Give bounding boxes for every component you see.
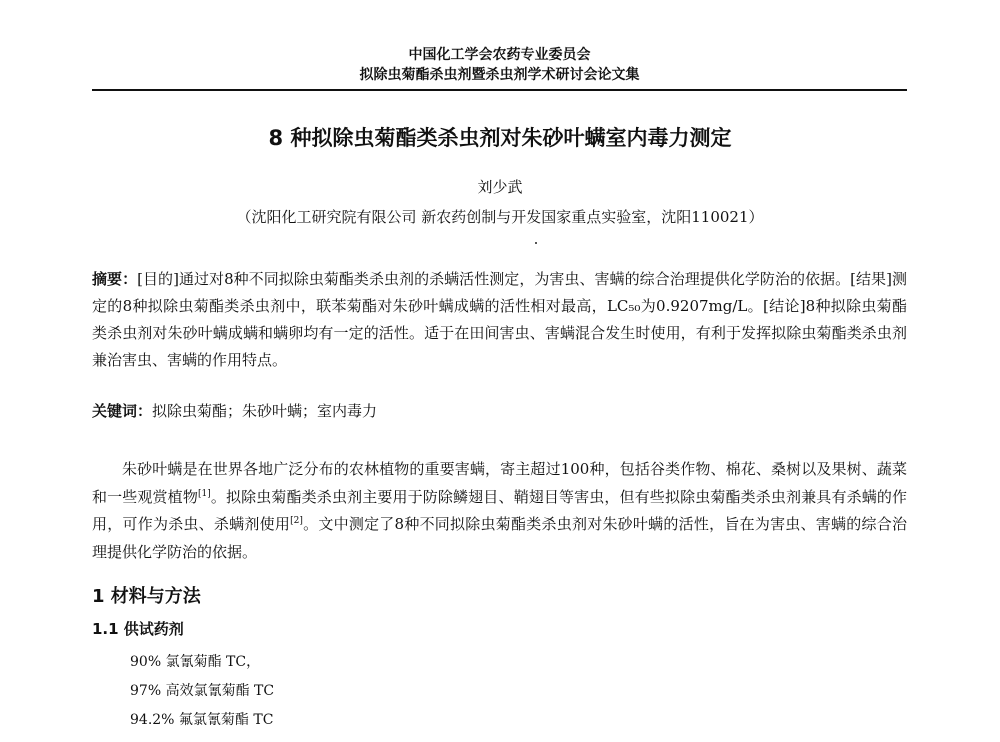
agent-item: 94.2% 氟氯氰菊酯 TC <box>130 712 274 728</box>
abstract <box>92 266 907 374</box>
stray-dot <box>535 242 537 244</box>
keywords <box>92 398 907 425</box>
journal-header-line2: 拟除虫菊酯杀虫剂暨杀虫剂学术研讨会论文集 <box>359 67 640 83</box>
author-name: 刘少武 <box>477 178 523 196</box>
citation-2: [2] <box>290 516 303 526</box>
keywords-label: 关键词： <box>92 402 153 420</box>
citation-1: [1] <box>197 488 211 499</box>
intro-paragraph <box>92 456 907 566</box>
journal-header <box>92 45 907 91</box>
paper-title: 8 种拟除虫菊酯类杀虫剂对朱砂叶螨室内毒力测定 <box>268 126 732 150</box>
subsection-heading-1-1: 1.1 供试药剂 <box>92 620 184 638</box>
header-rule <box>92 89 907 91</box>
abstract-label: 摘要： <box>92 270 138 288</box>
intro-text-3: 。文中测定了8种不同拟除虫菊酯类杀虫剂对朱砂叶螨的活性，旨在为害虫、害螨的综合治理提供化学防治的依据。 <box>92 515 907 561</box>
abstract-text: [目的]通过对8种不同拟除虫菊酯类杀虫剂的杀螨活性测定，为害虫、害螨的综合治理提供化学防治的依据。[结果]测定的8种拟除虫菊酯类杀虫剂中，联苯菊酯对朱砂叶螨成螨的活性相对最高，LC₅₀为0.9207mg/L。[结论]8种拟除虫菊酯类杀虫剂对朱砂叶螨成螨和螨卵均有一定的活性。适于在田间害虫、害螨混合发生时使用，有利于发挥拟除虫菊酯类杀虫剂兼治害虫、害螨的作用特点。 <box>92 270 907 369</box>
section-heading-1: 1 材料与方法 <box>92 586 201 607</box>
author-affiliation: （沈阳化工研究院有限公司 新农药创制与开发国家重点实验室，沈阳110021） <box>236 208 764 226</box>
agent-item: 97% 高效氯氰菊酯 TC <box>130 683 275 699</box>
keywords-text: 拟除虫菊酯；朱砂叶螨；室内毒力 <box>152 402 378 420</box>
intro-text-1: 朱砂叶螨是在世界各地广泛分布的农林植物的重要害螨，寄主超过100种，包括谷类作物、棉花、桑树以及果树、蔬菜和一些观赏植物 <box>92 460 907 506</box>
intro-text-2: 。拟除虫菊酯类杀虫剂主要用于防除鳞翅目、鞘翅目等害虫，但有些拟除虫菊酯类杀虫剂兼具有杀螨的作用，可作为杀虫、杀螨剂使用 <box>92 487 907 533</box>
agent-list <box>130 648 274 735</box>
journal-header-line1: 中国化工学会农药专业委员会 <box>408 47 591 63</box>
agent-item: 90% 氯氰菊酯 TC， <box>130 654 261 670</box>
